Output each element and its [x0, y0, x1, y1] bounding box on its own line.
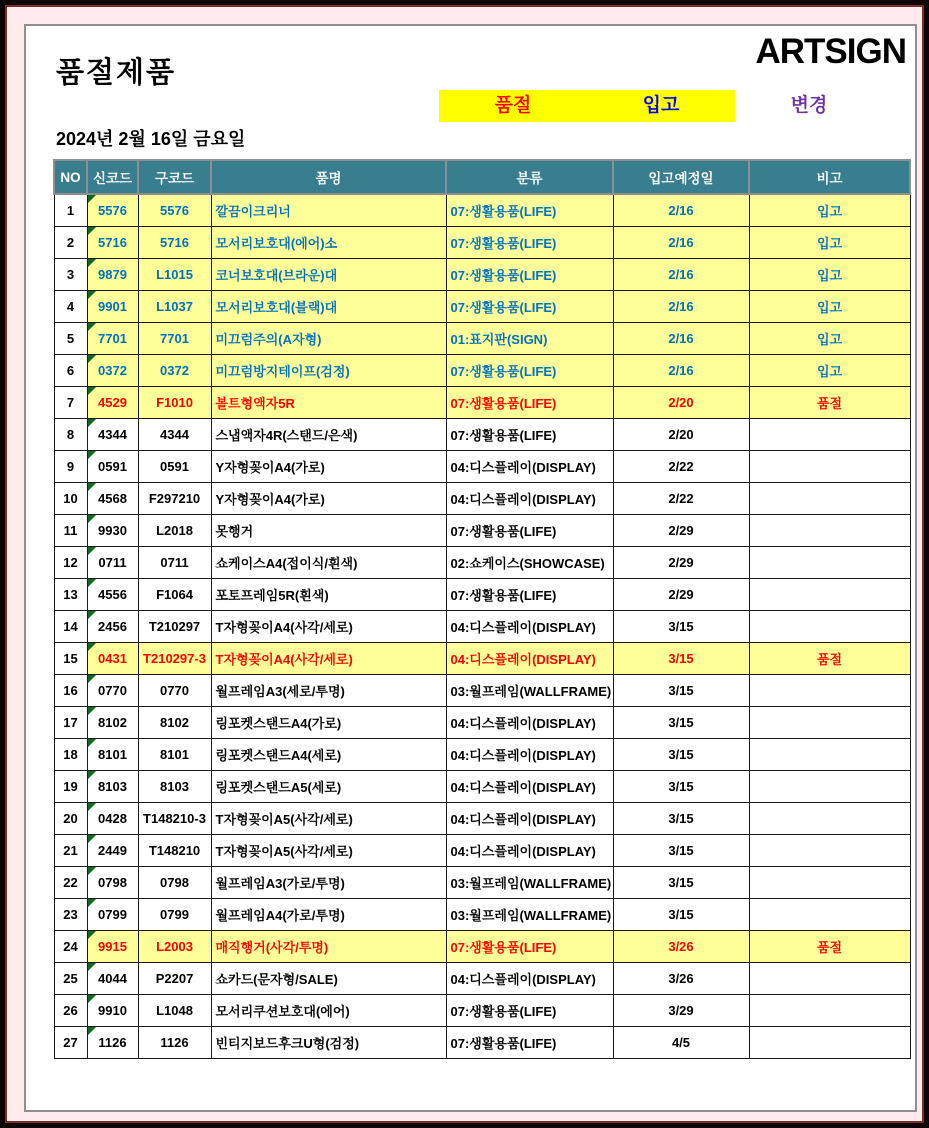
column-header-1: 신코드 — [87, 160, 138, 194]
table-row — [54, 674, 910, 706]
cell-name: 모서리쿠션보호대(에어) — [211, 994, 446, 1026]
cell-category: 01:표지판(SIGN) — [446, 322, 613, 354]
cell-name: 못행거 — [211, 514, 446, 546]
cell-note — [749, 866, 910, 898]
cell-category: 04:디스플레이(DISPLAY) — [446, 834, 613, 866]
cell-name: 월프레임A3(세로/투명) — [211, 674, 446, 706]
table-row — [54, 226, 910, 258]
table-row — [54, 546, 910, 578]
cell-name: 스냅액자4R(스탠드/은색) — [211, 418, 446, 450]
cell-no: 27 — [54, 1026, 87, 1058]
cell-note — [749, 802, 910, 834]
cell-no: 8 — [54, 418, 87, 450]
cell-name: T자형꽂이A5(사각/세로) — [211, 802, 446, 834]
cell-no: 15 — [54, 642, 87, 674]
cell-no: 14 — [54, 610, 87, 642]
cell-name: 매직행거(사각/투명) — [211, 930, 446, 962]
cell-new_code: 4529 — [87, 386, 138, 418]
cell-due: 3/26 — [613, 930, 749, 962]
cell-no: 10 — [54, 482, 87, 514]
cell-old_code: 0798 — [138, 866, 211, 898]
cell-new_code: 5716 — [87, 226, 138, 258]
cell-old_code: T148210-3 — [138, 802, 211, 834]
cell-due: 3/26 — [613, 962, 749, 994]
cell-note: 입고 — [749, 194, 910, 226]
cell-note: 입고 — [749, 258, 910, 290]
cell-no: 24 — [54, 930, 87, 962]
cell-no: 26 — [54, 994, 87, 1026]
cell-name: 깔끔이크리너 — [211, 194, 446, 226]
table-row — [54, 194, 910, 226]
cell-note: 입고 — [749, 354, 910, 386]
table-row — [54, 962, 910, 994]
cell-no: 23 — [54, 898, 87, 930]
cell-name: 빈티지보드후크U형(검정) — [211, 1026, 446, 1058]
cell-due: 3/15 — [613, 802, 749, 834]
legend-changed-label: 변경 — [790, 95, 828, 116]
cell-note — [749, 994, 910, 1026]
cell-old_code: 0591 — [138, 450, 211, 482]
report-date: 2024년 2월 16일 금요일 — [56, 129, 246, 149]
cell-note: 품절 — [749, 642, 910, 674]
cell-note: 품절 — [749, 386, 910, 418]
cell-old_code: L1048 — [138, 994, 211, 1026]
cell-due: 3/29 — [613, 994, 749, 1026]
cell-no: 2 — [54, 226, 87, 258]
cell-category: 04:디스플레이(DISPLAY) — [446, 642, 613, 674]
page-background — [7, 7, 922, 1121]
cell-no: 16 — [54, 674, 87, 706]
document-panel — [24, 24, 917, 1112]
cell-note — [749, 610, 910, 642]
table-row — [54, 450, 910, 482]
table-row — [54, 578, 910, 610]
cell-old_code: 0711 — [138, 546, 211, 578]
cell-new_code: 0428 — [87, 802, 138, 834]
table-row — [54, 898, 910, 930]
table-row — [54, 354, 910, 386]
cell-category: 07:생활용품(LIFE) — [446, 1026, 613, 1058]
cell-old_code: T210297-3 — [138, 642, 211, 674]
cell-note — [749, 674, 910, 706]
cell-note — [749, 738, 910, 770]
cell-category: 04:디스플레이(DISPLAY) — [446, 706, 613, 738]
cell-category: 04:디스플레이(DISPLAY) — [446, 610, 613, 642]
cell-no: 12 — [54, 546, 87, 578]
cell-new_code: 0770 — [87, 674, 138, 706]
cell-note — [749, 482, 910, 514]
cell-no: 17 — [54, 706, 87, 738]
cell-due: 3/15 — [613, 674, 749, 706]
cell-new_code: 9901 — [87, 290, 138, 322]
cell-name: Y자형꽂이A4(가로) — [211, 482, 446, 514]
column-header-5: 입고예정일 — [613, 160, 749, 194]
table-header-row — [54, 160, 910, 194]
cell-no: 19 — [54, 770, 87, 802]
cell-no: 4 — [54, 290, 87, 322]
cell-old_code: 4344 — [138, 418, 211, 450]
brand-logo: ARTSIGN — [755, 32, 906, 71]
cell-category: 07:생활용품(LIFE) — [446, 226, 613, 258]
cell-note — [749, 578, 910, 610]
table-row — [54, 802, 910, 834]
cell-category: 04:디스플레이(DISPLAY) — [446, 962, 613, 994]
cell-no: 7 — [54, 386, 87, 418]
legend-soldout-label: 품절 — [439, 90, 587, 122]
cell-new_code: 0711 — [87, 546, 138, 578]
cell-old_code: T148210 — [138, 834, 211, 866]
cell-new_code: 9910 — [87, 994, 138, 1026]
cell-new_code: 4344 — [87, 418, 138, 450]
cell-old_code: 0770 — [138, 674, 211, 706]
cell-category: 07:생활용품(LIFE) — [446, 514, 613, 546]
cell-category: 03:월프레임(WALLFRAME) — [446, 674, 613, 706]
cell-due: 2/16 — [613, 194, 749, 226]
legend-arrived-label: 입고 — [587, 90, 735, 122]
cell-category: 07:생활용품(LIFE) — [446, 930, 613, 962]
cell-due: 3/15 — [613, 642, 749, 674]
column-header-0: NO — [54, 160, 87, 194]
cell-name: 링포켓스탠드A4(세로) — [211, 738, 446, 770]
cell-new_code: 9879 — [87, 258, 138, 290]
cell-old_code: 0799 — [138, 898, 211, 930]
cell-due: 3/15 — [613, 706, 749, 738]
cell-name: 포토프레임5R(흰색) — [211, 578, 446, 610]
cell-due: 3/15 — [613, 866, 749, 898]
cell-due: 2/16 — [613, 322, 749, 354]
cell-old_code: P2207 — [138, 962, 211, 994]
cell-name: 링포켓스탠드A4(가로) — [211, 706, 446, 738]
table-row — [54, 1026, 910, 1058]
table-row — [54, 258, 910, 290]
cell-category: 04:디스플레이(DISPLAY) — [446, 802, 613, 834]
cell-note: 입고 — [749, 290, 910, 322]
cell-due: 2/29 — [613, 514, 749, 546]
cell-note — [749, 418, 910, 450]
column-header-3: 품명 — [211, 160, 446, 194]
cell-no: 13 — [54, 578, 87, 610]
cell-no: 1 — [54, 194, 87, 226]
cell-due: 2/16 — [613, 258, 749, 290]
cell-note — [749, 834, 910, 866]
cell-no: 21 — [54, 834, 87, 866]
table-row — [54, 706, 910, 738]
cell-category: 04:디스플레이(DISPLAY) — [446, 738, 613, 770]
cell-category: 03:월프레임(WALLFRAME) — [446, 866, 613, 898]
table-row — [54, 610, 910, 642]
cell-due: 3/15 — [613, 834, 749, 866]
table-row — [54, 770, 910, 802]
cell-name: 월프레임A3(가로/투명) — [211, 866, 446, 898]
cell-old_code: 5576 — [138, 194, 211, 226]
cell-category: 07:생활용품(LIFE) — [446, 354, 613, 386]
cell-name: 모서리보호대(블랙)대 — [211, 290, 446, 322]
cell-category: 07:생활용품(LIFE) — [446, 194, 613, 226]
cell-new_code: 2456 — [87, 610, 138, 642]
cell-name: 볼트형액자5R — [211, 386, 446, 418]
cell-category: 04:디스플레이(DISPLAY) — [446, 482, 613, 514]
cell-category: 04:디스플레이(DISPLAY) — [446, 770, 613, 802]
cell-due: 2/29 — [613, 546, 749, 578]
cell-category: 07:생활용품(LIFE) — [446, 578, 613, 610]
cell-note — [749, 546, 910, 578]
cell-new_code: 0431 — [87, 642, 138, 674]
cell-old_code: 8101 — [138, 738, 211, 770]
cell-old_code: 1126 — [138, 1026, 211, 1058]
column-header-6: 비고 — [749, 160, 910, 194]
table-row — [54, 290, 910, 322]
product-table — [53, 159, 911, 1059]
table-row — [54, 386, 910, 418]
cell-no: 22 — [54, 866, 87, 898]
cell-name: 쇼케이스A4(접이식/흰색) — [211, 546, 446, 578]
cell-name: 코너보호대(브라운)대 — [211, 258, 446, 290]
cell-due: 3/15 — [613, 610, 749, 642]
cell-old_code: L2003 — [138, 930, 211, 962]
cell-category: 07:생활용품(LIFE) — [446, 290, 613, 322]
cell-category: 07:생활용품(LIFE) — [446, 386, 613, 418]
cell-category: 07:생활용품(LIFE) — [446, 418, 613, 450]
cell-note — [749, 962, 910, 994]
cell-new_code: 5576 — [87, 194, 138, 226]
cell-no: 25 — [54, 962, 87, 994]
cell-new_code: 9930 — [87, 514, 138, 546]
cell-due: 2/22 — [613, 450, 749, 482]
cell-name: T자형꽂이A4(사각/세로) — [211, 610, 446, 642]
cell-note: 입고 — [749, 322, 910, 354]
cell-category: 07:생활용품(LIFE) — [446, 994, 613, 1026]
cell-new_code: 4568 — [87, 482, 138, 514]
cell-no: 18 — [54, 738, 87, 770]
cell-due: 3/15 — [613, 770, 749, 802]
cell-name: 링포켓스탠드A5(세로) — [211, 770, 446, 802]
cell-due: 3/15 — [613, 738, 749, 770]
cell-old_code: L1037 — [138, 290, 211, 322]
cell-name: Y자형꽂이A4(가로) — [211, 450, 446, 482]
cell-new_code: 4044 — [87, 962, 138, 994]
cell-old_code: L2018 — [138, 514, 211, 546]
cell-new_code: 9915 — [87, 930, 138, 962]
cell-old_code: 7701 — [138, 322, 211, 354]
status-legend — [439, 90, 883, 122]
cell-old_code: 8102 — [138, 706, 211, 738]
cell-due: 2/16 — [613, 354, 749, 386]
cell-new_code: 0372 — [87, 354, 138, 386]
cell-new_code: 1126 — [87, 1026, 138, 1058]
cell-no: 20 — [54, 802, 87, 834]
cell-name: 월프레임A4(가로/투명) — [211, 898, 446, 930]
cell-due: 2/20 — [613, 386, 749, 418]
cell-name: 모서리보호대(에어)소 — [211, 226, 446, 258]
cell-new_code: 4556 — [87, 578, 138, 610]
cell-category: 03:월프레임(WALLFRAME) — [446, 898, 613, 930]
cell-name: T자형꽂이A4(사각/세로) — [211, 642, 446, 674]
table-row — [54, 482, 910, 514]
table-row — [54, 642, 910, 674]
cell-note — [749, 450, 910, 482]
cell-due: 2/20 — [613, 418, 749, 450]
page-title: 품절제품 — [56, 57, 177, 89]
column-header-2: 구코드 — [138, 160, 211, 194]
cell-no: 9 — [54, 450, 87, 482]
cell-due: 2/29 — [613, 578, 749, 610]
cell-old_code: 8103 — [138, 770, 211, 802]
cell-note — [749, 770, 910, 802]
cell-name: 미끄럼주의(A자형) — [211, 322, 446, 354]
cell-category: 04:디스플레이(DISPLAY) — [446, 450, 613, 482]
cell-new_code: 7701 — [87, 322, 138, 354]
table-row — [54, 514, 910, 546]
cell-old_code: L1015 — [138, 258, 211, 290]
cell-old_code: 0372 — [138, 354, 211, 386]
cell-note: 입고 — [749, 226, 910, 258]
cell-note: 품절 — [749, 930, 910, 962]
cell-due: 2/16 — [613, 226, 749, 258]
cell-new_code: 8103 — [87, 770, 138, 802]
table-row — [54, 418, 910, 450]
cell-note — [749, 706, 910, 738]
table-row — [54, 866, 910, 898]
cell-no: 5 — [54, 322, 87, 354]
cell-name: 미끄럼방지테이프(검정) — [211, 354, 446, 386]
cell-old_code: F1010 — [138, 386, 211, 418]
cell-note — [749, 898, 910, 930]
table-row — [54, 834, 910, 866]
cell-old_code: F1064 — [138, 578, 211, 610]
table-row — [54, 322, 910, 354]
cell-no: 6 — [54, 354, 87, 386]
cell-old_code: 5716 — [138, 226, 211, 258]
table-row — [54, 994, 910, 1026]
cell-name: T자형꽂이A5(사각/세로) — [211, 834, 446, 866]
cell-due: 2/22 — [613, 482, 749, 514]
cell-old_code: F297210 — [138, 482, 211, 514]
cell-new_code: 0799 — [87, 898, 138, 930]
table-row — [54, 738, 910, 770]
cell-new_code: 8101 — [87, 738, 138, 770]
cell-category: 02:쇼케이스(SHOWCASE) — [446, 546, 613, 578]
table-row — [54, 930, 910, 962]
cell-old_code: T210297 — [138, 610, 211, 642]
cell-new_code: 2449 — [87, 834, 138, 866]
cell-due: 2/16 — [613, 290, 749, 322]
cell-new_code: 8102 — [87, 706, 138, 738]
cell-due: 3/15 — [613, 898, 749, 930]
cell-note — [749, 514, 910, 546]
cell-category: 07:생활용품(LIFE) — [446, 258, 613, 290]
cell-new_code: 0591 — [87, 450, 138, 482]
cell-name: 쇼카드(문자형/SALE) — [211, 962, 446, 994]
column-header-4: 분류 — [446, 160, 613, 194]
cell-new_code: 0798 — [87, 866, 138, 898]
cell-note — [749, 1026, 910, 1058]
cell-no: 3 — [54, 258, 87, 290]
cell-no: 11 — [54, 514, 87, 546]
cell-due: 4/5 — [613, 1026, 749, 1058]
